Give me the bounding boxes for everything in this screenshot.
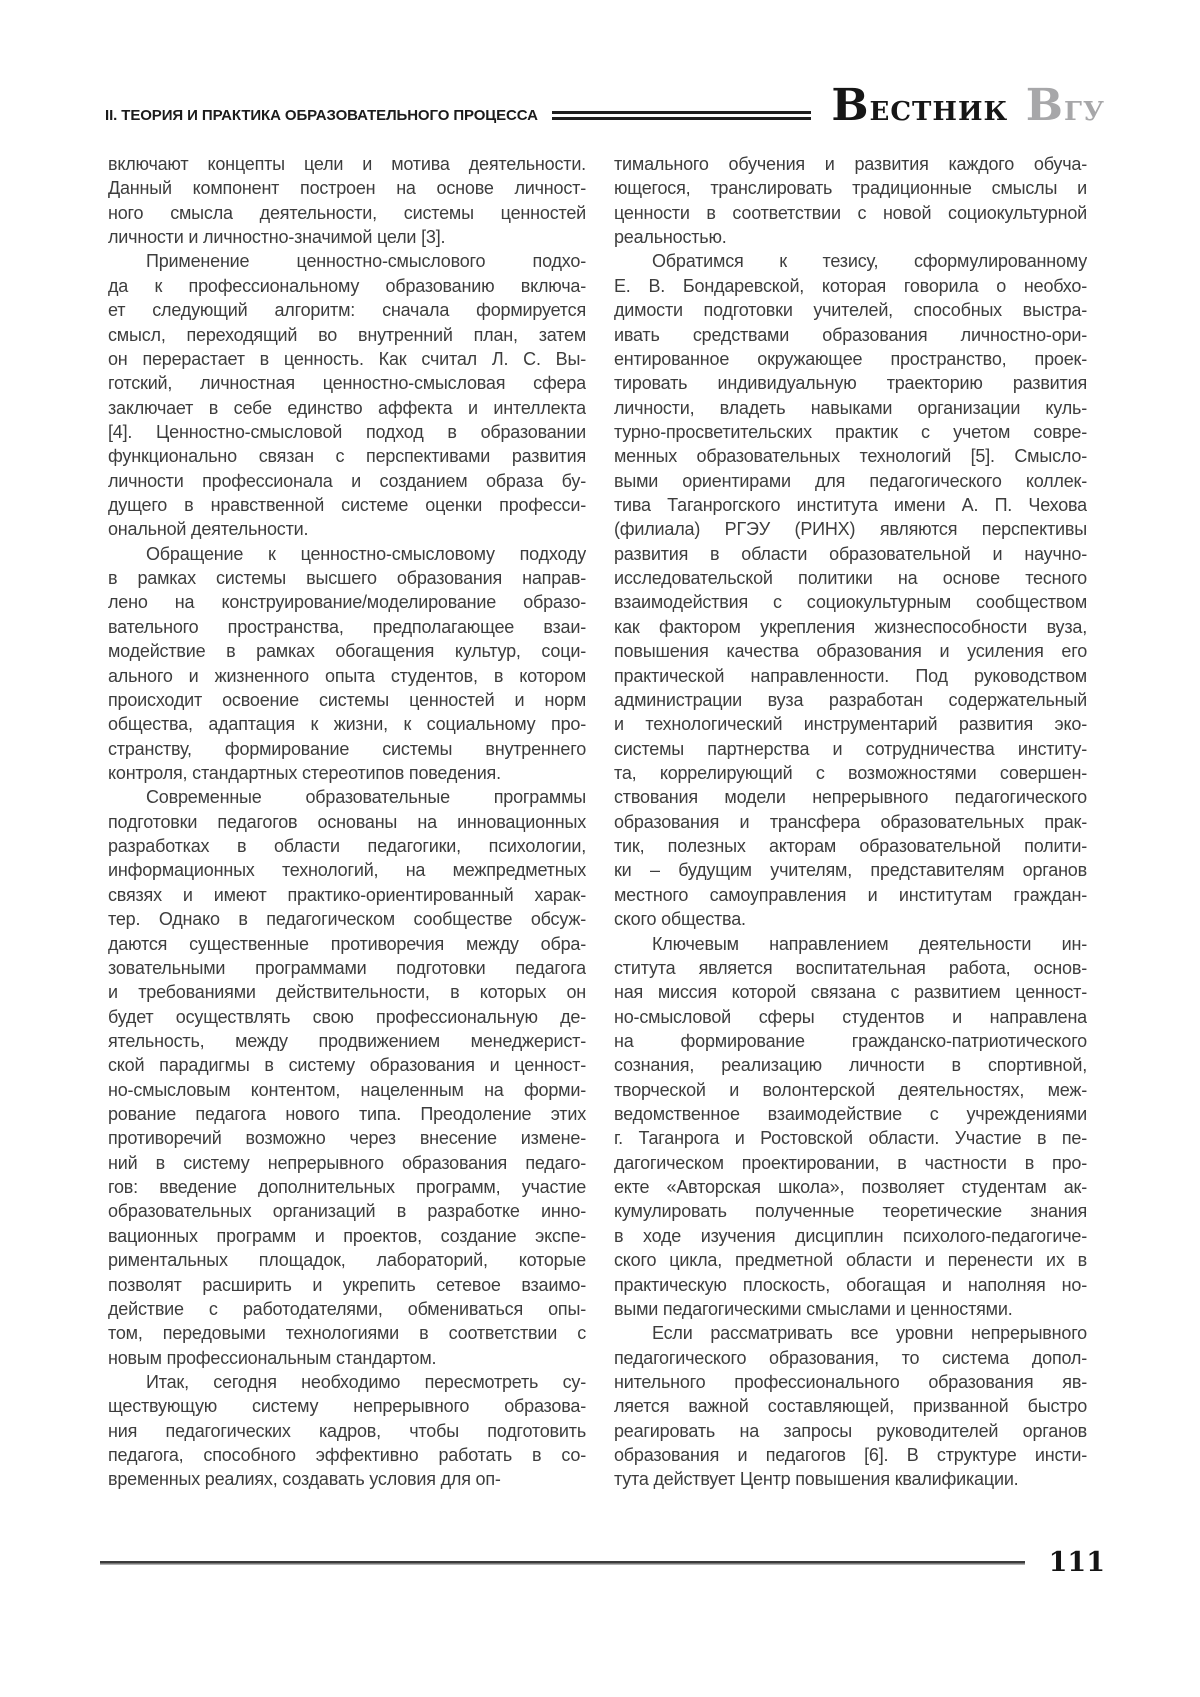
text-line: ального и жизненного опыта студентов, в котором	[108, 665, 586, 686]
text-line: ональной деятельности.	[108, 519, 309, 540]
paragraph	[614, 932, 1087, 1322]
text-line: ститута является воспитательная работа, основ-	[614, 957, 1087, 978]
text-line: повышения качества образования и усиления его	[614, 641, 1087, 662]
text-line: ведомственное взаимодействие с учреждениями	[614, 1104, 1087, 1125]
text-line: ской парадигмы в систему образования и ценност-	[108, 1055, 586, 1076]
text-line: и требованиями действительности, в которых он	[108, 982, 586, 1003]
text-line: екте «Авторская школа», позволяет студентам ак-	[614, 1177, 1087, 1198]
text-line: готский, личностная ценностно-смысловая сфера	[108, 373, 586, 394]
text-line: выми педагогическими смыслами и ценностями.	[614, 1298, 1013, 1319]
paragraph	[108, 1370, 586, 1492]
text-line: местного самоуправления и институтам граждан-	[614, 884, 1087, 905]
text-line: турно-просветительских практик с учетом совре-	[614, 421, 1087, 442]
text-line: ки – будущим учителям, представителям органов	[614, 860, 1087, 881]
text-line: ния педагогических кадров, чтобы подготовить	[108, 1420, 586, 1441]
text-line: реагировать на запросы руководителей органов	[614, 1420, 1087, 1441]
text-line: педагога, способного эффективно работать в со-	[108, 1445, 586, 1466]
text-line: сознания, реализацию личности в спортивной,	[614, 1055, 1087, 1076]
text-line: Современные образовательные программы	[146, 787, 586, 808]
text-line: тик, полезных акторам образовательной полити-	[614, 836, 1087, 857]
page-header	[105, 80, 1105, 131]
text-line: ществующую систему непрерывного образова-	[108, 1396, 586, 1417]
text-line: Итак, сегодня необходимо пересмотреть су-	[146, 1371, 586, 1392]
text-line: Если рассматривать все уровни непрерывного	[652, 1323, 1087, 1344]
journal-logo-vestnik: ВЕСТНИК	[831, 80, 1009, 131]
text-line: личности и личностно-значимой цели [3].	[108, 227, 446, 248]
text-column-left	[108, 152, 586, 1492]
text-line: позволят расширить и укрепить сетевое взаимо-	[108, 1274, 586, 1295]
text-line: выми ориентирами для педагогического коллек-	[614, 470, 1087, 491]
text-line: ентированное окружающее пространство, проек-	[614, 348, 1087, 369]
text-line: тировать индивидуальную траекторию развития	[614, 373, 1087, 394]
text-line: ценности в соответствии с новой социокультурной	[614, 202, 1087, 223]
text-line: заключает в себе единство аффекта и интеллекта	[108, 397, 586, 418]
text-line: образования и педагогов [6]. В структуре инсти-	[614, 1445, 1087, 1466]
text-line: новым профессиональным стандартом.	[108, 1347, 437, 1368]
text-line: лено на конструирование/моделирование образо-	[108, 592, 586, 613]
page-footer	[100, 1549, 1105, 1576]
text-line: реальностью.	[614, 227, 727, 248]
text-line: ющегося, транслировать традиционные смыслы и	[614, 178, 1087, 199]
header-rule	[552, 111, 811, 120]
text-line: (филиала) РГЭУ (РИНХ) являются перспективы	[614, 519, 1087, 540]
text-line: противоречий возможно через внесение измене-	[108, 1128, 586, 1149]
text-line: менных образовательных технологий [5]. Смысло-	[614, 446, 1087, 467]
paragraph	[614, 249, 1087, 931]
text-line: дагогическом проектировании, в частности в про-	[614, 1152, 1087, 1173]
text-line: включают концепты цели и мотива деятельности.	[108, 154, 586, 174]
text-line: связях и имеют практико-ориентированный харак-	[108, 884, 586, 905]
text-line: тута действует Центр повышения квалификации.	[614, 1469, 1019, 1490]
text-line: да к профессиональному образованию включа-	[108, 275, 586, 296]
text-line: тива Таганрогского института имени А. П. Чехова	[614, 495, 1087, 516]
text-line: практической направленности. Под руководством	[614, 665, 1087, 686]
text-line: ного смысла деятельности, системы ценностей	[108, 202, 586, 223]
text-line: странству, формирование системы внутреннего	[108, 738, 586, 759]
text-line: будет осуществлять свою профессиональную де-	[108, 1006, 586, 1027]
text-line: смысл, переходящий во внутренний план, затем	[108, 324, 586, 345]
text-line: творческой и волонтерской деятельностях, меж-	[614, 1079, 1087, 1100]
text-line: дущего в нравственной системе оценки професси-	[108, 495, 586, 516]
text-line: ивать средствами образования личностно-ори-	[614, 324, 1087, 345]
text-line: г. Таганрога и Ростовской области. Участие в пе-	[614, 1128, 1087, 1149]
text-line: администрации вуза разработан содержательный	[614, 689, 1087, 710]
text-line: [4]. Ценностно-смысловой подход в образовании	[108, 421, 586, 442]
paragraph	[108, 542, 586, 786]
text-line: ний в систему непрерывного образования педаго-	[108, 1152, 586, 1173]
text-line: практическую плоскость, обогащая и наполняя но-	[614, 1274, 1087, 1295]
text-line: ляется важной составляющей, призванной быстро	[614, 1396, 1087, 1417]
journal-logo	[831, 80, 1105, 131]
text-line: личности, владеть навыками организации куль-	[614, 397, 1087, 418]
text-line: но-смысловым контентом, нацеленным на форми-	[108, 1079, 586, 1100]
footer-rule	[100, 1561, 1025, 1565]
text-column-right	[614, 152, 1087, 1492]
text-line: ского общества.	[614, 909, 746, 930]
text-line: ет следующий алгоритм: сначала формируется	[108, 300, 586, 321]
text-line: Ключевым направлением деятельности ин-	[652, 933, 1087, 954]
paragraph	[108, 152, 586, 249]
text-line: гов: введение дополнительных программ, участие	[108, 1177, 586, 1198]
journal-logo-vgu: ВГУ	[1025, 80, 1105, 131]
text-line: исследовательской политики на основе тесного	[614, 568, 1087, 589]
text-line: тер. Однако в педагогическом сообществе обсуж-	[108, 909, 586, 930]
text-line: нительного профессионального образования яв-	[614, 1371, 1087, 1392]
text-line: тимального обучения и развития каждого обуча-	[614, 154, 1087, 174]
text-line: и технологический инструментарий развития эко-	[614, 714, 1087, 735]
text-line: но-смысловой сферы студентов и направлена	[614, 1006, 1087, 1027]
text-line: в ходе изучения дисциплин психолого-педагогиче-	[614, 1225, 1087, 1246]
text-line: Данный компонент построен на основе личност-	[108, 178, 586, 199]
text-line: вательного пространства, предполагающее взаи-	[108, 616, 586, 637]
text-line: происходит освоение системы ценностей и норм	[108, 689, 586, 710]
text-line: Е. В. Бондаревской, которая говорила о необхо-	[614, 275, 1087, 296]
text-line: модействие в рамках обогащения культур, соци-	[108, 641, 586, 662]
text-line: ятельность, между продвижением менеджерист-	[108, 1030, 586, 1051]
text-line: взаимодействия с социокультурным сообществом	[614, 592, 1087, 613]
text-line: Обратимся к тезису, сформулированному	[652, 251, 1087, 272]
text-line: контроля, стандартных стереотипов поведения.	[108, 762, 501, 783]
text-line: в рамках системы высшего образования направ-	[108, 568, 586, 589]
text-line: риментальных площадок, лабораторий, которые	[108, 1250, 586, 1271]
text-line: том, передовыми технологиями в соответствии с	[108, 1323, 586, 1344]
text-line: образовательных организаций в разработке инно-	[108, 1201, 586, 1222]
text-line: димости подготовки учителей, способных выстра-	[614, 300, 1087, 321]
text-line: рование педагога нового типа. Преодоление этих	[108, 1104, 586, 1125]
text-line: развития в области образовательной и научно-	[614, 543, 1087, 564]
text-line: информационных технологий, на межпредметных	[108, 860, 586, 881]
text-line: системы партнерства и сотрудничества институ-	[614, 738, 1087, 759]
text-line: педагогического образования, то система допол-	[614, 1347, 1087, 1368]
paragraph	[614, 1321, 1087, 1492]
text-line: образования и трансфера образовательных прак-	[614, 811, 1087, 832]
paragraph	[108, 249, 586, 541]
text-line: общества, адаптация к жизни, к социальному про-	[108, 714, 586, 735]
text-line: даются существенные противоречия между обра-	[108, 933, 586, 954]
paragraph	[614, 152, 1087, 249]
paragraph	[108, 785, 586, 1370]
text-line: подготовки педагогов основаны на инновационных	[108, 811, 586, 832]
text-line: вационных программ и проектов, создание экспе-	[108, 1225, 586, 1246]
text-line: временных реалиях, создавать условия для оп-	[108, 1469, 501, 1490]
page-number: 111	[1048, 1547, 1105, 1578]
running-head: II. ТЕОРИЯ И ПРАКТИКА ОБРАЗОВАТЕЛЬНОГО ПРОЦЕССА	[105, 107, 538, 124]
text-line: ского цикла, предметной области и перенести их в	[614, 1250, 1087, 1271]
text-line: кумулировать полученные теоретические знания	[614, 1201, 1087, 1222]
text-line: личности профессионала и созданием образа бу-	[108, 470, 586, 491]
text-line: на формирование гражданско-патриотического	[614, 1030, 1087, 1051]
text-line: как фактором укрепления жизнеспособности вуза,	[614, 616, 1087, 637]
text-line: он перерастает в ценность. Как считал Л. С. Вы-	[108, 348, 586, 369]
text-line: ствования модели непрерывного педагогического	[614, 787, 1087, 808]
text-line: действие с работодателями, обмениваться опы-	[108, 1298, 586, 1319]
text-line: функционально связан с перспективами развития	[108, 446, 586, 467]
text-line: зовательными программами подготовки педагога	[108, 957, 586, 978]
text-line: Обращение к ценностно-смысловому подходу	[146, 543, 586, 564]
text-line: ная миссия которой связана с развитием ценност-	[614, 982, 1087, 1003]
text-line: Применение ценностно-смыслового подхо-	[146, 251, 586, 272]
text-line: та, коррелирующий с возможностями совершен-	[614, 762, 1087, 783]
text-line: разработках в области педагогики, психологии,	[108, 836, 586, 857]
